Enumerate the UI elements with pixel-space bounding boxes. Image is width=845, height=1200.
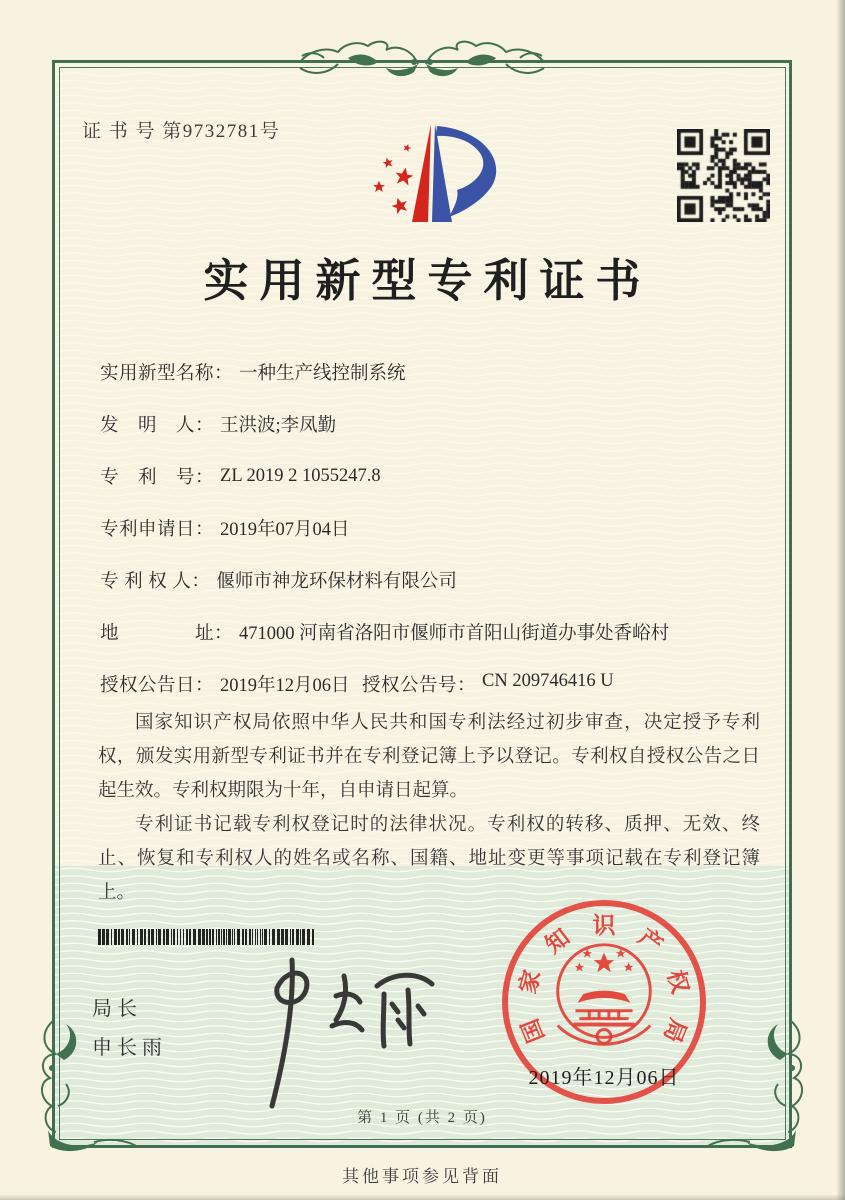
- field-label: 专 利 权 人：: [100, 572, 211, 592]
- field-label: 专 利 号：: [100, 468, 215, 488]
- certificate-title: 实用新型专利证书: [203, 256, 652, 306]
- field-list: [100, 346, 762, 710]
- field-label: 授权公告日：: [100, 676, 215, 696]
- field-grant-number: [362, 671, 614, 697]
- field-value: 王洪波;李凤勤: [220, 416, 337, 436]
- field-row-address: [100, 606, 762, 658]
- field-row-inventor: [100, 398, 762, 450]
- field-label: 实用新型名称：: [100, 364, 234, 384]
- field-row-name: [100, 346, 762, 398]
- field-value: 一种生产线控制系统: [239, 364, 406, 384]
- field-value: CN 209746416 U: [482, 671, 614, 691]
- back-side-note: 其他事项参见背面: [342, 1167, 502, 1186]
- national-emblem-icon: [540, 932, 668, 1060]
- field-label: 授权公告号：: [362, 676, 477, 696]
- qr-code: [677, 129, 770, 222]
- field-value: 偃师市神龙环保材料有限公司: [216, 572, 457, 592]
- cnipa-logo-icon: [341, 120, 521, 235]
- dragon-flourish-right-icon: [422, 40, 548, 86]
- legal-paragraph-1: 国家知识产权局依照中华人民共和国专利法经过初步审查，决定授予专利权，颁发实用新型专利证书并在专利登记簿上予以登记。专利权自授权公告之日起生效。专利权期限为十年，自申请日起算。: [98, 713, 760, 801]
- field-row-patentee: [100, 554, 762, 606]
- scan-edge-right: [836, 0, 845, 1200]
- legal-text: [98, 706, 760, 910]
- field-value: 2019年12月06日: [220, 676, 350, 696]
- field-label: 地 址：: [100, 624, 234, 644]
- director-title: 局长: [92, 998, 142, 1020]
- field-label: 专利申请日：: [100, 520, 215, 540]
- legal-paragraph-2: 专利证书记载专利权登记时的法律状况。专利权的转移、质押、无效、终止、恢复和专利权人的姓名或名称、国籍、地址变更等事项记载在专利登记簿上。: [98, 815, 760, 903]
- scan-edge-bottom: [0, 1194, 845, 1200]
- field-label: 发 明 人：: [100, 416, 215, 436]
- corner-flourish-bottom-right-icon: [706, 1018, 810, 1152]
- field-value: 2019年07月04日: [220, 520, 350, 540]
- barcode: [98, 929, 326, 945]
- page-number: 第 1 页 (共 2 页): [357, 1110, 487, 1126]
- director-name: 申长雨: [92, 1037, 167, 1059]
- official-seal: 国 家 知 识 产 权 局: [502, 900, 706, 1104]
- field-value: ZL 2019 2 1055247.8: [220, 465, 381, 486]
- field-row-grant-date: [100, 658, 762, 710]
- seal-date: 2019年12月06日: [528, 1067, 680, 1089]
- director-signature: [232, 948, 442, 1116]
- field-row-patent-no: [100, 450, 762, 502]
- dragon-flourish-left-icon: [296, 40, 422, 86]
- field-value: 471000 河南省洛阳市偃师市首阳山街道办事处香峪村: [239, 624, 670, 644]
- certificate-number: 证 书 号 第9732781号: [82, 121, 281, 142]
- field-row-filing-date: [100, 502, 762, 554]
